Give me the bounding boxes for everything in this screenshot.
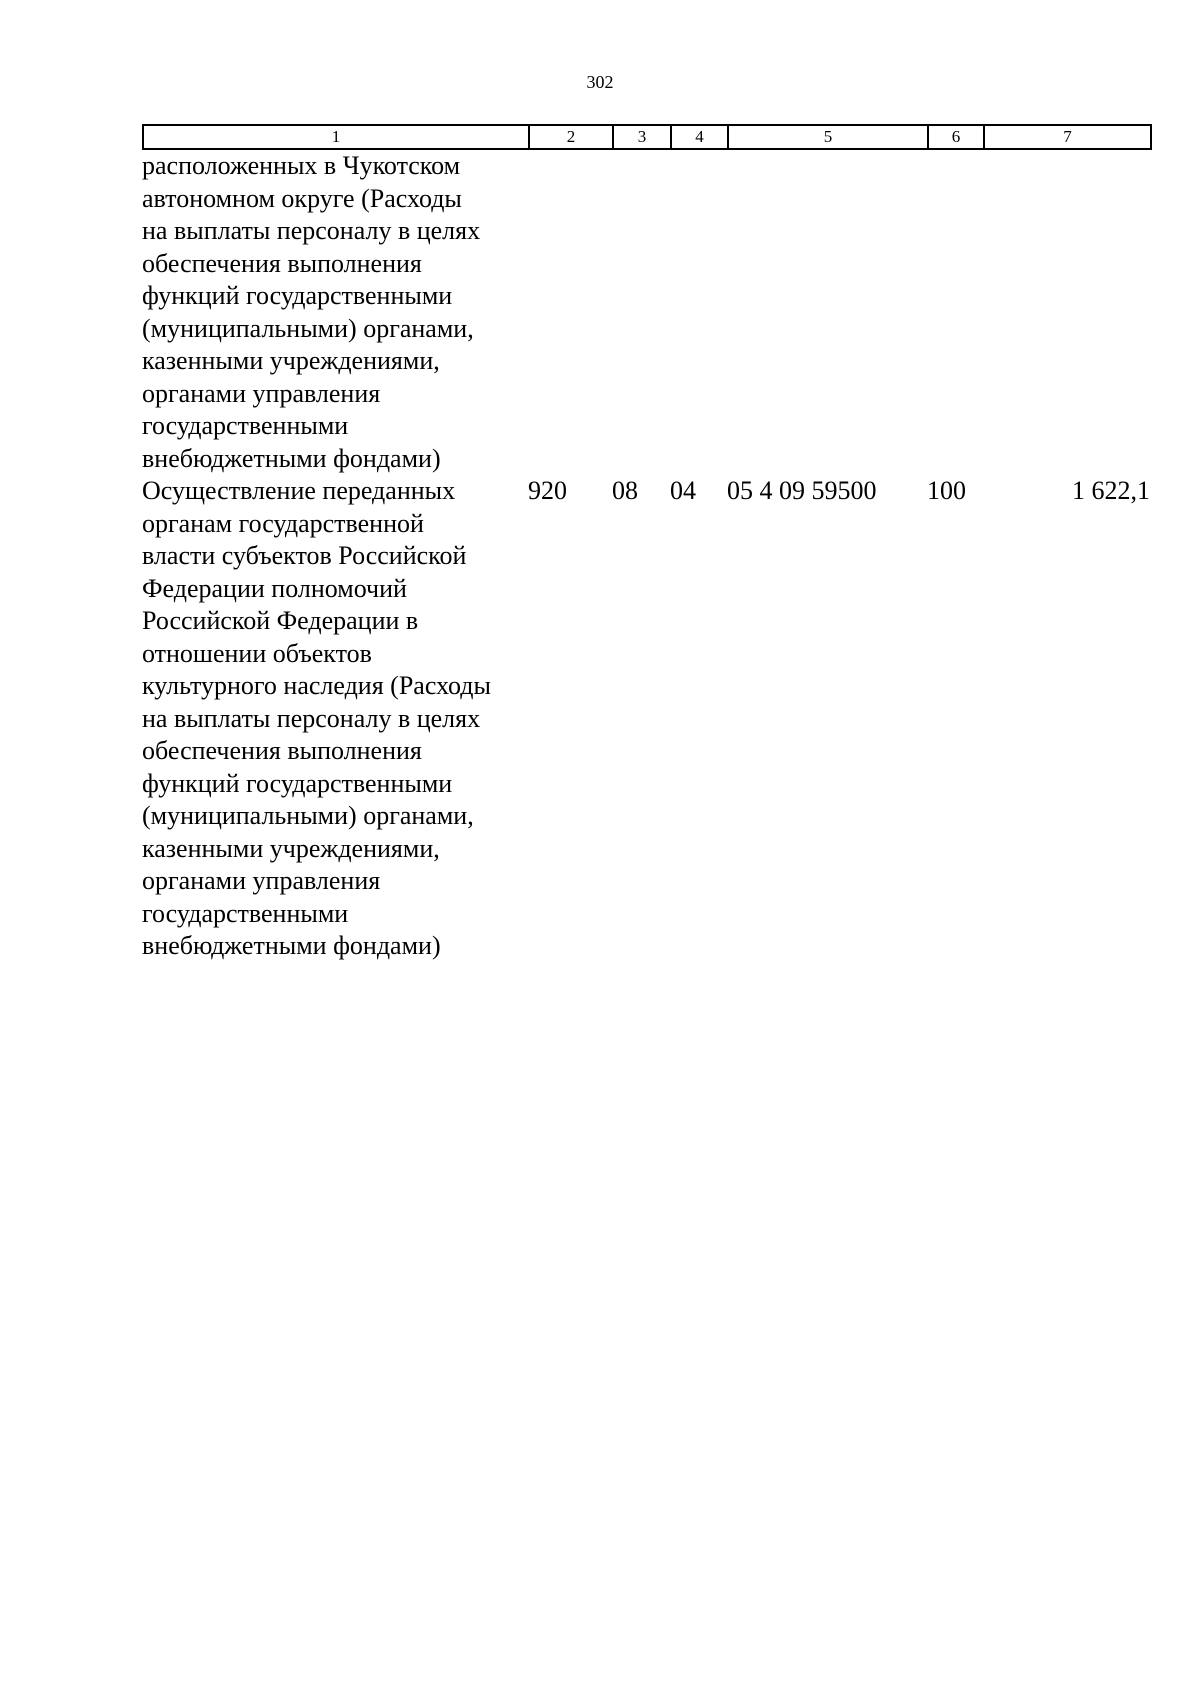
row-description: расположенных в Чукотском автономном округе (Расходы на выплаты персоналу в целях обеспечения выполнения функций государственными (муниципальными) органами, казенными учреждениями, органами управления государственными внебюджетными фондами) (142, 151, 481, 473)
row-col-3: 08 (612, 476, 638, 505)
column-header-3: 3 (613, 125, 671, 149)
row-col-7: 1 622,1 (1072, 476, 1150, 505)
column-header-1: 1 (143, 125, 529, 149)
column-header-6: 6 (928, 125, 984, 149)
column-header-2: 2 (529, 125, 613, 149)
column-header-4: 4 (671, 125, 728, 149)
row-col-2: 920 (528, 476, 567, 505)
page-number: 302 (586, 72, 614, 92)
row-col-5: 05 4 09 59500 (727, 476, 877, 505)
column-header-7: 7 (984, 125, 1151, 149)
row-col-4: 04 (670, 476, 696, 505)
column-header-5: 5 (728, 125, 928, 149)
row-description: Осуществление переданных органам государственной власти субъектов Российской Федерации полномочий Российской Федерации в отношении объектов культурного наследия (Расходы на выплаты персоналу в целях обеспечения выполнения функций государственными (муниципальными) органами, казенными учреждениями, органами управления государственными внебюджетными фондами) (142, 476, 491, 960)
row-col-6: 100 (927, 476, 966, 505)
table-header (142, 124, 1152, 150)
